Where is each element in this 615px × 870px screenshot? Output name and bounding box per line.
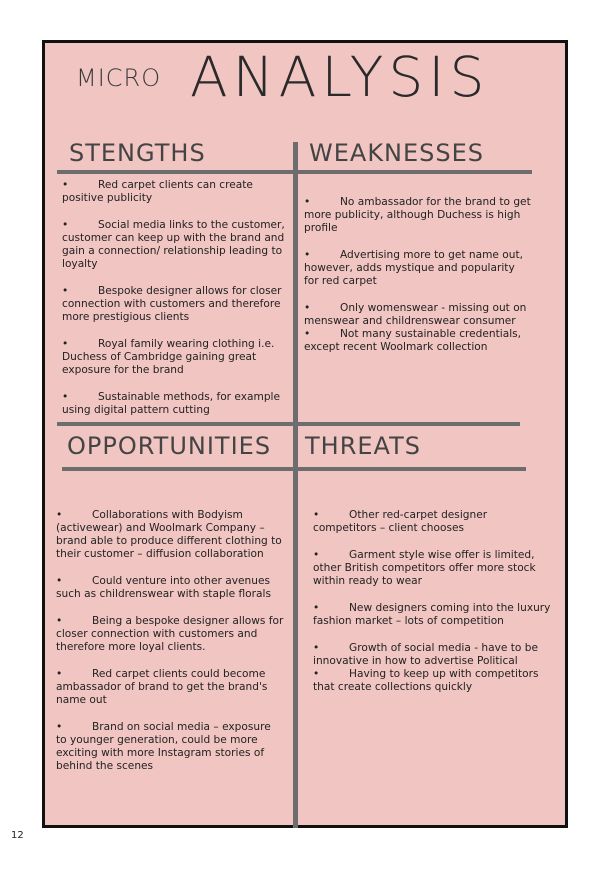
- heading-opportunities: OPPORTUNITIES: [67, 432, 272, 460]
- list-item: • Other red-carpet designer competitors – client chooses: [313, 509, 488, 534]
- list-item: • Sustainable methods, for example using digital pattern cutting: [62, 391, 281, 416]
- heading-strengths: STENGTHS: [69, 139, 206, 167]
- list-item: • Growth of social media - have to be innovative in how to advertise Political: [313, 642, 539, 667]
- title-analysis: ANALYSIS: [190, 45, 490, 109]
- list-item: • Social media links to the customer, customer can keep up with the brand and gain a connection/ relationship leading to loyalty: [62, 219, 285, 270]
- divider-vertical: [293, 142, 298, 828]
- list-item: • Collaborations with Bodyism (activewear) and Woolmark Company – brand able to produce different clothing to their customer – diffusion collaboration: [56, 509, 282, 560]
- heading-threats: THREATS: [305, 432, 421, 460]
- list-item: • New designers coming into the luxury fashion market – lots of competition: [313, 602, 551, 627]
- page-number: 12: [11, 830, 24, 841]
- strengths-list: [62, 179, 290, 417]
- list-item: • Red carpet clients could become ambassador of brand to get the brand's name out: [56, 668, 268, 706]
- list-item: • No ambassador for the brand to get more publicity, although Duchess is high profile: [304, 196, 531, 234]
- list-item: • Only womenswear - missing out on menswear and childrenswear consumer: [304, 302, 527, 327]
- list-item: • Bespoke designer allows for closer connection with customers and therefore more prestigious clients: [62, 285, 282, 323]
- list-item: • Not many sustainable credentials, except recent Woolmark collection: [304, 328, 522, 353]
- list-item: • Being a bespoke designer allows for closer connection with customers and therefore more loyal clients.: [56, 615, 284, 653]
- threats-list: [313, 509, 551, 694]
- list-item: • Royal family wearing clothing i.e. Duchess of Cambridge gaining great exposure for the brand: [62, 338, 275, 376]
- list-item: • Garment style wise offer is limited, other British competitors offer more stock within ready to wear: [313, 549, 536, 587]
- heading-weaknesses: WEAKNESSES: [309, 139, 485, 167]
- list-item: • Brand on social media – exposure to younger generation, could be more exciting with more Instagram stories of behind the scenes: [56, 721, 271, 772]
- weaknesses-list: [304, 196, 532, 354]
- divider-middle: [57, 422, 520, 426]
- list-item: • Could venture into other avenues such as childrenswear with staple florals: [56, 575, 271, 600]
- title-micro: MICRO: [76, 64, 162, 92]
- opportunities-list: [56, 509, 284, 773]
- list-item: • Red carpet clients can create positive publicity: [62, 179, 253, 204]
- list-item: • Advertising more to get name out, however, adds mystique and popularity for red carpet: [304, 249, 523, 287]
- list-item: • Having to keep up with competitors that create collections quickly: [313, 668, 539, 693]
